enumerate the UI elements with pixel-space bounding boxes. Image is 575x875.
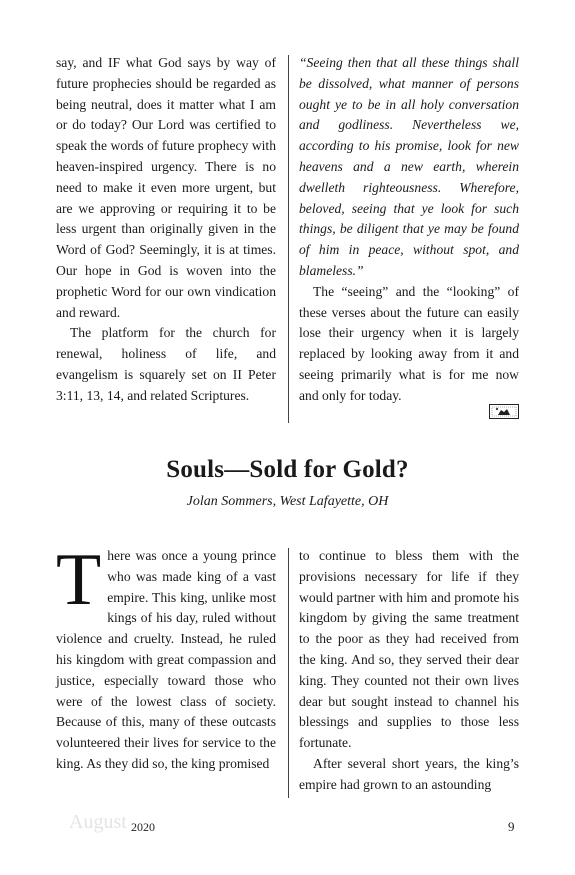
footer-year: 2020 bbox=[131, 820, 155, 834]
body-paragraph: say, and IF what God says by way of future prophecies should be regarded as being neutral, does it matter what I am or do today? Our Lord was certified to speak the words of future prophecy with heaven-inspired urgency. There is no need to make it even more urgent, but are we approving or requiring it to be less urgent than originally given in the Word of God? Seemingly, it is at times. Our hope in God is woven into the prophetic Word for our own vindication and reward. bbox=[56, 55, 276, 320]
column-divider bbox=[288, 548, 289, 798]
drop-cap: T bbox=[56, 539, 102, 621]
body-paragraph: to continue to bless them with the provisions necessary for life if they would partner with him and promote his kingdom by giving the same treatment to the poor as they had received from the king. And so, they served their dear king. They counted not their own lives dear but sought instead to channel his blessings and supplies to those less fortunate. bbox=[299, 548, 519, 751]
body-paragraph: The platform for the church for renewal, holiness of life, and evangelism is squarely set on II Peter 3:11, 13, 14, and related Scriptures. bbox=[56, 325, 276, 403]
body-paragraph: The “seeing” and the “looking” of these verses about the future can easily lose their urgency when it is largely replaced by looking away from it and seeing primarily what is for me now and only for today. bbox=[299, 283, 519, 403]
column-divider bbox=[288, 55, 289, 423]
article-byline: Jolan Sommers, West Lafayette, OH bbox=[186, 494, 389, 509]
opening-paragraph bbox=[56, 539, 276, 775]
opening-text: here was once a young prince who was made king of a vast empire. This king, unlike most kings of his day, ruled without violence and cruelty. Instead, he ruled his kingdom with great compassion and justice, especially toward those who were of the lowest class of society. Because of this, many of these outcasts volunteered their lives for service to the king. As they did so, the king promised bbox=[56, 548, 276, 771]
body-paragraph: After several short years, the king’s empire had grown to an astounding bbox=[299, 755, 519, 792]
article-end-icon bbox=[489, 404, 519, 419]
article-column-left bbox=[56, 539, 276, 775]
scripture-quote: “Seeing then that all these things shall be dissolved, what manner of persons ought ye to be in all holy conversation and godliness. Nevertheless we, according to his promise, look for new heavens and a new earth, wherein dwelleth righteousness. Wherefore, beloved, seeing that ye look for such things, be diligent that ye may be found of him in peace, without spot, and blameless.” bbox=[299, 55, 519, 278]
footer-month: August bbox=[69, 811, 127, 833]
page-number: 9 bbox=[508, 819, 515, 834]
article-title: Souls—Sold for Gold? bbox=[166, 456, 409, 483]
continued-column-left bbox=[56, 53, 276, 407]
continued-column-right bbox=[299, 53, 519, 407]
article-column-right bbox=[299, 546, 519, 796]
